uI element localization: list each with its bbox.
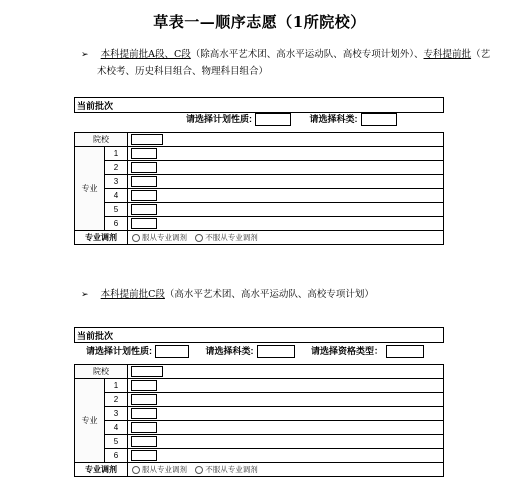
major-label: 专业 (75, 147, 105, 231)
plan-type-select[interactable] (155, 345, 189, 358)
plan-type-label: 请选择计划性质: (186, 114, 252, 124)
major-row (128, 393, 444, 407)
major-row-number: 1 (105, 147, 128, 161)
major-input-5[interactable] (131, 204, 157, 215)
batch-link-specialist: 专科提前批 (423, 49, 472, 60)
arrow-bullet-icon: ➢ (81, 50, 89, 60)
major-row-number: 3 (105, 175, 128, 189)
major-row (128, 147, 444, 161)
major-input-1[interactable] (131, 148, 157, 159)
batch-note: （高水平艺术团、高水平运动队、高校专项计划） (164, 289, 374, 300)
subject-select[interactable] (257, 345, 295, 358)
form1-select-row (186, 112, 397, 126)
batch-note-tail: （艺 (471, 49, 491, 60)
school-label: 院校 (75, 133, 128, 147)
school-cell (128, 133, 444, 147)
major-row (128, 435, 444, 449)
major-input-6[interactable] (131, 218, 157, 229)
major-input-2[interactable] (131, 394, 157, 405)
major-input-5[interactable] (131, 436, 157, 447)
arrow-bullet-icon: ➢ (81, 290, 89, 300)
section1-heading (81, 46, 501, 64)
major-input-3[interactable] (131, 176, 157, 187)
major-input-6[interactable] (131, 450, 157, 461)
accept-adjust-label: 服从专业调剂 (142, 233, 187, 242)
major-row-number: 4 (105, 189, 128, 203)
major-row (128, 175, 444, 189)
radio-accept-adjust[interactable] (132, 234, 140, 242)
major-row-number: 5 (105, 203, 128, 217)
school-cell (128, 365, 444, 379)
subject-label: 请选择科类: (309, 114, 358, 124)
reject-adjust-label: 不服从专业调剂 (205, 233, 258, 242)
major-row-number: 1 (105, 379, 128, 393)
plan-type-label: 请选择计划性质: (86, 346, 152, 356)
current-batch-label: 当前批次 (75, 328, 444, 343)
major-label: 专业 (75, 379, 105, 463)
school-input[interactable] (131, 134, 163, 145)
major-row (128, 407, 444, 421)
batch-link-a-c: 本科提前批A段、C段 (100, 49, 191, 60)
plan-type-select[interactable] (255, 113, 291, 126)
major-row (128, 449, 444, 463)
qualification-select[interactable] (386, 345, 424, 358)
subject-select[interactable] (361, 113, 397, 126)
adjust-label: 专业调剂 (75, 231, 128, 245)
form2-batch-table (74, 327, 444, 343)
major-row (128, 421, 444, 435)
major-row-number: 3 (105, 407, 128, 421)
major-row-number: 6 (105, 449, 128, 463)
adjust-options (128, 231, 444, 245)
major-input-1[interactable] (131, 380, 157, 391)
form1-choice-table (74, 132, 444, 245)
major-input-4[interactable] (131, 190, 157, 201)
radio-reject-adjust[interactable] (195, 234, 203, 242)
section1-heading-line2: 术校考、历史科目组合、物理科目组合） (97, 66, 269, 77)
qualification-label: 请选择资格类型： (311, 346, 384, 356)
adjust-label: 专业调剂 (75, 463, 128, 477)
major-row-number: 4 (105, 421, 128, 435)
major-row (128, 161, 444, 175)
school-label: 院校 (75, 365, 128, 379)
major-row-number: 2 (105, 393, 128, 407)
major-input-2[interactable] (131, 162, 157, 173)
batch-note: （除高水平艺术团、高水平运动队、高校专项计划外）、 (190, 49, 424, 60)
subject-label: 请选择科类: (205, 346, 254, 356)
major-row-number: 5 (105, 435, 128, 449)
batch-link-c: 本科提前批C段 (100, 289, 165, 300)
accept-adjust-label: 服从专业调剂 (142, 465, 187, 474)
school-input[interactable] (131, 366, 163, 377)
form2-select-row (86, 344, 424, 358)
major-row-number: 6 (105, 217, 128, 231)
form2-choice-table (74, 364, 444, 477)
current-batch-label: 当前批次 (75, 98, 444, 113)
major-input-3[interactable] (131, 408, 157, 419)
adjust-options (128, 463, 444, 477)
major-row-number: 2 (105, 161, 128, 175)
radio-reject-adjust[interactable] (195, 466, 203, 474)
section2-heading (81, 286, 501, 304)
page-title: 草表一—顺序志愿（1所院校） (153, 13, 366, 31)
radio-accept-adjust[interactable] (132, 466, 140, 474)
major-row (128, 203, 444, 217)
major-row (128, 217, 444, 231)
major-row (128, 189, 444, 203)
reject-adjust-label: 不服从专业调剂 (205, 465, 258, 474)
major-input-4[interactable] (131, 422, 157, 433)
form1-batch-table (74, 97, 444, 113)
major-row (128, 379, 444, 393)
